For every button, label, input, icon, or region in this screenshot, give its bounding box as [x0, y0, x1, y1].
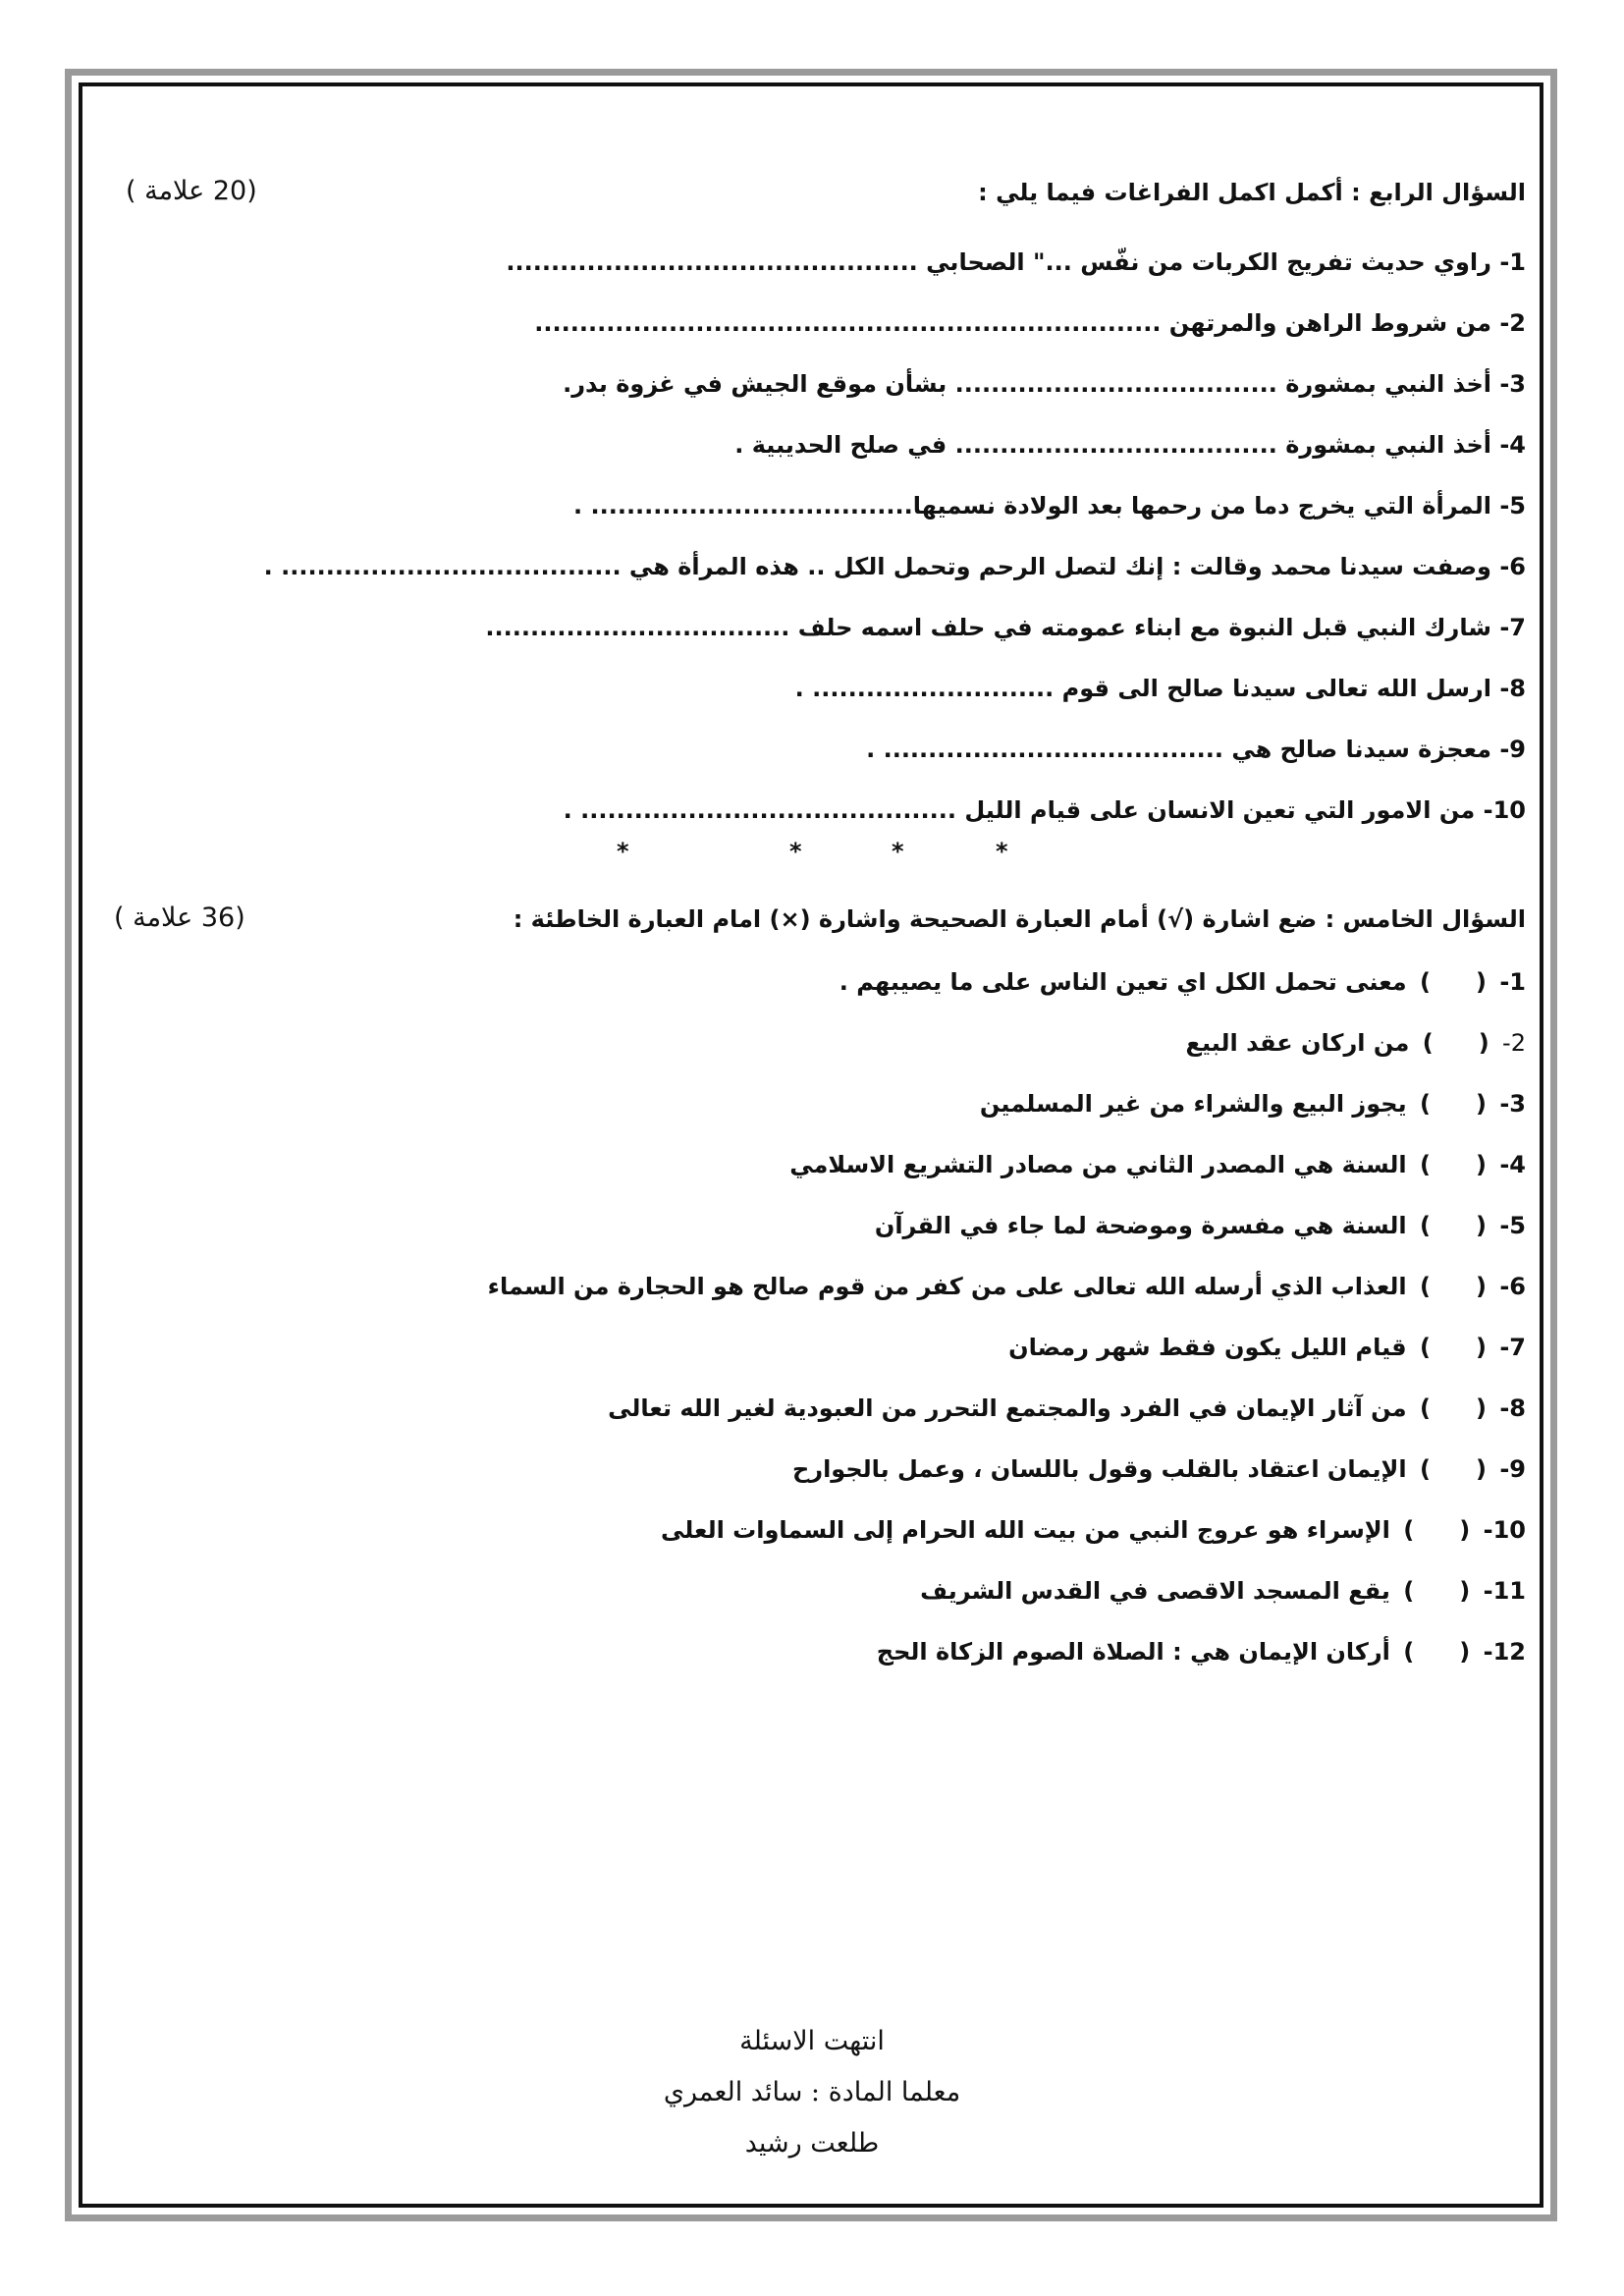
section-separator	[0, 838, 1624, 867]
statement-text: معنى تحمل الكل اي تعين الناس على ما يصيبهم .	[839, 968, 1407, 996]
statement-text: العذاب الذي أرسله الله تعالى على من كفر من قوم صالح هو الحجارة من السماء	[487, 1273, 1407, 1300]
item-number: 12-	[1483, 1638, 1526, 1666]
q4-item-2: 2- من شروط الراهن والمرتهن ......................................................................	[534, 309, 1526, 337]
statement-text: من آثار الإيمان في الفرد والمجتمع التحرر من العبودية لغير الله تعالى	[608, 1394, 1407, 1422]
q5-item	[488, 1271, 1526, 1302]
item-number: 10-	[1483, 1516, 1526, 1544]
q5-item	[875, 1210, 1526, 1241]
q5-item	[839, 966, 1526, 998]
answer-box[interactable]: ()	[1420, 1151, 1487, 1178]
statement-text: السنة هي مفسرة وموضحة لما جاء في القرآن	[874, 1212, 1407, 1239]
q5-item	[1008, 1332, 1526, 1363]
answer-box[interactable]: ()	[1420, 1334, 1487, 1361]
statement-text: قيام الليل يكون فقط شهر رمضان	[1008, 1334, 1407, 1361]
q4-title: السؤال الرابع : أكمل اكمل الفراغات فيما يلي :	[978, 179, 1526, 206]
item-number: 7-	[1499, 1334, 1526, 1361]
item-number: 11-	[1483, 1577, 1526, 1605]
item-number: 1-	[1499, 968, 1526, 996]
separator-star: *	[617, 838, 629, 865]
page-border-inner	[79, 82, 1543, 2208]
q5-item	[877, 1636, 1526, 1667]
item-number: 6-	[1499, 1273, 1526, 1300]
q5-item	[608, 1393, 1526, 1424]
q5-item	[1186, 1027, 1526, 1059]
q4-item-8: 8- ارسل الله تعالى سيدنا صالح الى قوم ........................... .	[794, 675, 1526, 702]
statement-text: الإيمان اعتقاد بالقلب وقول باللسان ، وعمل بالجوارح	[791, 1455, 1407, 1483]
answer-box[interactable]: ()	[1420, 1273, 1487, 1300]
answer-box[interactable]: ()	[1403, 1516, 1471, 1544]
q5-item	[661, 1514, 1526, 1546]
q5-marks: (36 علامة )	[114, 902, 245, 933]
statement-text: يقع المسجد الاقصى في القدس الشريف	[920, 1577, 1390, 1605]
q5-title: السؤال الخامس : ضع اشارة (√) أمام العبارة الصحيحة واشارة (×) امام العبارة الخاطئة :	[513, 905, 1526, 933]
q4-marks: (20 علامة )	[126, 176, 257, 206]
second-teacher: طلعت رشيد	[744, 2128, 880, 2159]
statement-text: يجوز البيع والشراء من غير المسلمين	[979, 1090, 1407, 1118]
q4-item-7: 7- شارك النبي قبل النبوة مع ابناء عمومته في حلف اسمه حلف ..................................	[485, 614, 1526, 641]
answer-box[interactable]: ()	[1422, 1029, 1489, 1057]
separator-star: *	[789, 838, 802, 865]
q5-item	[792, 1453, 1526, 1485]
answer-box[interactable]: ()	[1420, 1212, 1487, 1239]
item-number: 3-	[1499, 1090, 1526, 1118]
item-number: 4-	[1499, 1151, 1526, 1178]
statement-text: السنة هي المصدر الثاني من مصادر التشريع الاسلامي	[789, 1151, 1407, 1178]
q4-item-6: 6- وصفت سيدنا محمد وقالت : إنك لتصل الرحم وتحمل الكل .. هذه المرأة هي ...................................... .	[263, 553, 1526, 580]
statement-text: الإسراء هو عروج النبي من بيت الله الحرام إلى السماوات العلى	[660, 1516, 1390, 1544]
q4-item-1: 1- راوي حديث تفريج الكربات من نفّس ..." الصحابي ..............................................	[506, 248, 1526, 276]
q5-item	[920, 1575, 1526, 1607]
item-number: 8-	[1499, 1394, 1526, 1422]
separator-star: *	[892, 838, 904, 865]
q4-item-3: 3- أخذ النبي بمشورة .................................... بشأن موقع الجيش في غزوة بدر.	[563, 370, 1526, 398]
answer-box[interactable]: ()	[1420, 968, 1487, 996]
q4-item-9: 9- معجزة سيدنا صالح هي ...................................... .	[866, 736, 1526, 763]
answer-box[interactable]: ()	[1420, 1455, 1487, 1483]
answer-box[interactable]: ()	[1420, 1090, 1487, 1118]
separator-star: *	[996, 838, 1008, 865]
q4-item-10: 10- من الامور التي تعين الانسان على قيام الليل .......................................... .	[563, 796, 1526, 824]
q5-item	[789, 1149, 1526, 1180]
q5-item	[980, 1088, 1526, 1120]
q4-item-4: 4- أخذ النبي بمشورة .................................... في صلح الحديبية .	[734, 431, 1526, 459]
end-of-questions: انتهت الاسئلة	[739, 2026, 885, 2056]
item-number: 9-	[1499, 1455, 1526, 1483]
statement-text: أركان الإيمان هي : الصلاة الصوم الزكاة الحج	[876, 1638, 1390, 1666]
answer-box[interactable]: ()	[1403, 1638, 1471, 1666]
answer-box[interactable]: ()	[1403, 1577, 1471, 1605]
q4-item-5: 5- المرأة التي يخرج دما من رحمها بعد الولادة نسميها.................................... .	[573, 492, 1526, 519]
item-number: 2-	[1502, 1029, 1526, 1057]
subject-teachers: معلما المادة : سائد العمري	[663, 2077, 961, 2107]
answer-box[interactable]: ()	[1420, 1394, 1487, 1422]
statement-text: من اركان عقد البيع	[1185, 1029, 1410, 1057]
item-number: 5-	[1499, 1212, 1526, 1239]
